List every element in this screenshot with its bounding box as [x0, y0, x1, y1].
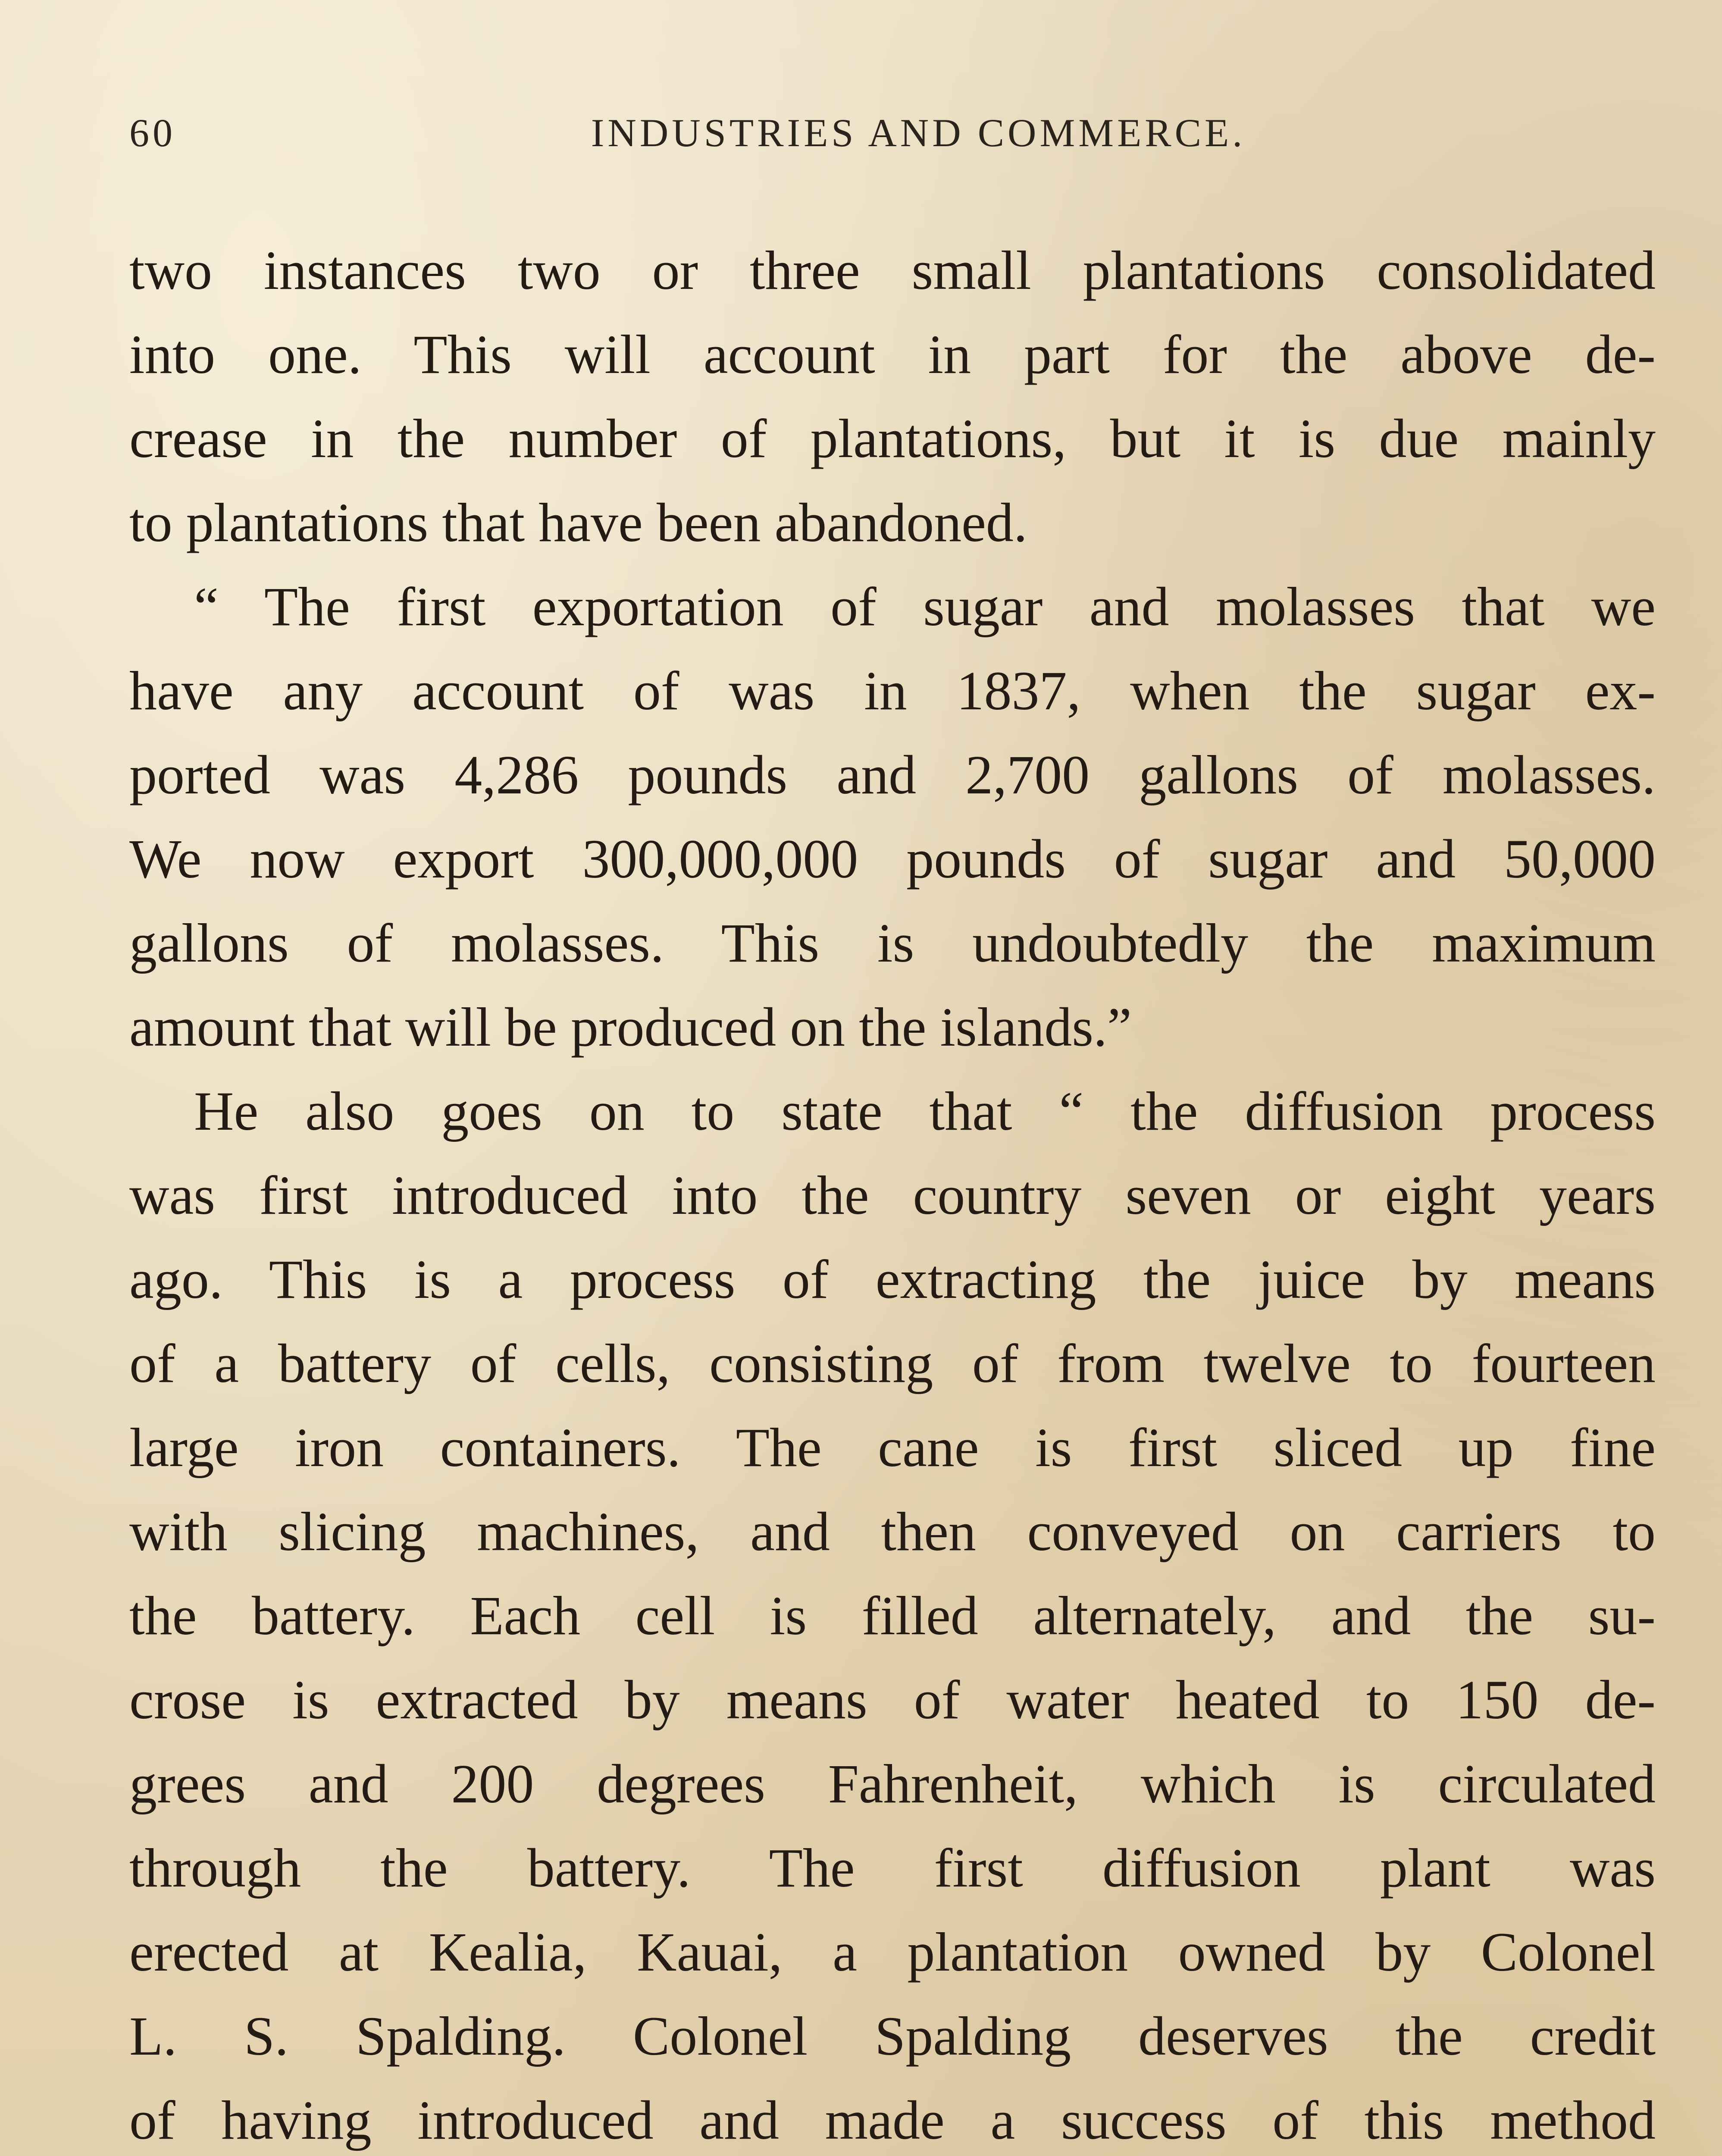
body-text	[129, 229, 1656, 2156]
text-line: gallons of molasses. This is undoubtedly the maximum	[129, 912, 1656, 974]
text-line: with slicing machines, and then conveyed on carriers to	[129, 1501, 1656, 1562]
running-head: INDUSTRIES AND COMMERCE.	[591, 111, 1246, 155]
text-line: through the battery. The first diffusion plant was	[129, 1837, 1656, 1899]
page-number: 60	[129, 111, 176, 155]
text-line: of having introduced and made a success of this method	[129, 2090, 1656, 2151]
text-line: the battery. Each cell is filled alternately, and the su-	[129, 1585, 1656, 1646]
text-line: of a battery of cells, consisting of from twelve to fourteen	[129, 1333, 1656, 1394]
text-line: into one. This will account in part for the above de-	[129, 324, 1656, 385]
text-line: two instances two or three small plantations consolidated	[129, 240, 1656, 301]
text-line: He also goes on to state that “ the diffusion process	[194, 1081, 1656, 1142]
text-line: to plantations that have been abandoned.	[129, 492, 1027, 553]
text-line: L. S. Spalding. Colonel Spalding deserves the credit	[129, 2006, 1656, 2067]
text-line: crease in the number of plantations, but it is due mainly	[129, 408, 1656, 469]
text-line: erected at Kealia, Kauai, a plantation owned by Colonel	[129, 1921, 1656, 1983]
page-header	[129, 110, 1656, 175]
text-line: ago. This is a process of extracting the juice by means	[129, 1249, 1656, 1310]
text-line: amount that will be produced on the islands.”	[129, 997, 1132, 1058]
text-line: crose is extracted by means of water heated to 150 de-	[129, 1669, 1656, 1730]
text-line: was first introduced into the country seven or eight years	[129, 1165, 1656, 1226]
text-line: large iron containers. The cane is first sliced up fine	[129, 1417, 1656, 1478]
text-line: have any account of was in 1837, when the sugar ex-	[129, 660, 1656, 721]
text-line: “ The first exportation of sugar and molasses that we	[194, 576, 1656, 637]
text-line: We now export 300,000,000 pounds of sugar and 50,000	[129, 828, 1656, 890]
text-line: grees and 200 degrees Fahrenheit, which is circulated	[129, 1753, 1656, 1814]
text-line: ported was 4,286 pounds and 2,700 gallons of molasses.	[129, 744, 1656, 805]
